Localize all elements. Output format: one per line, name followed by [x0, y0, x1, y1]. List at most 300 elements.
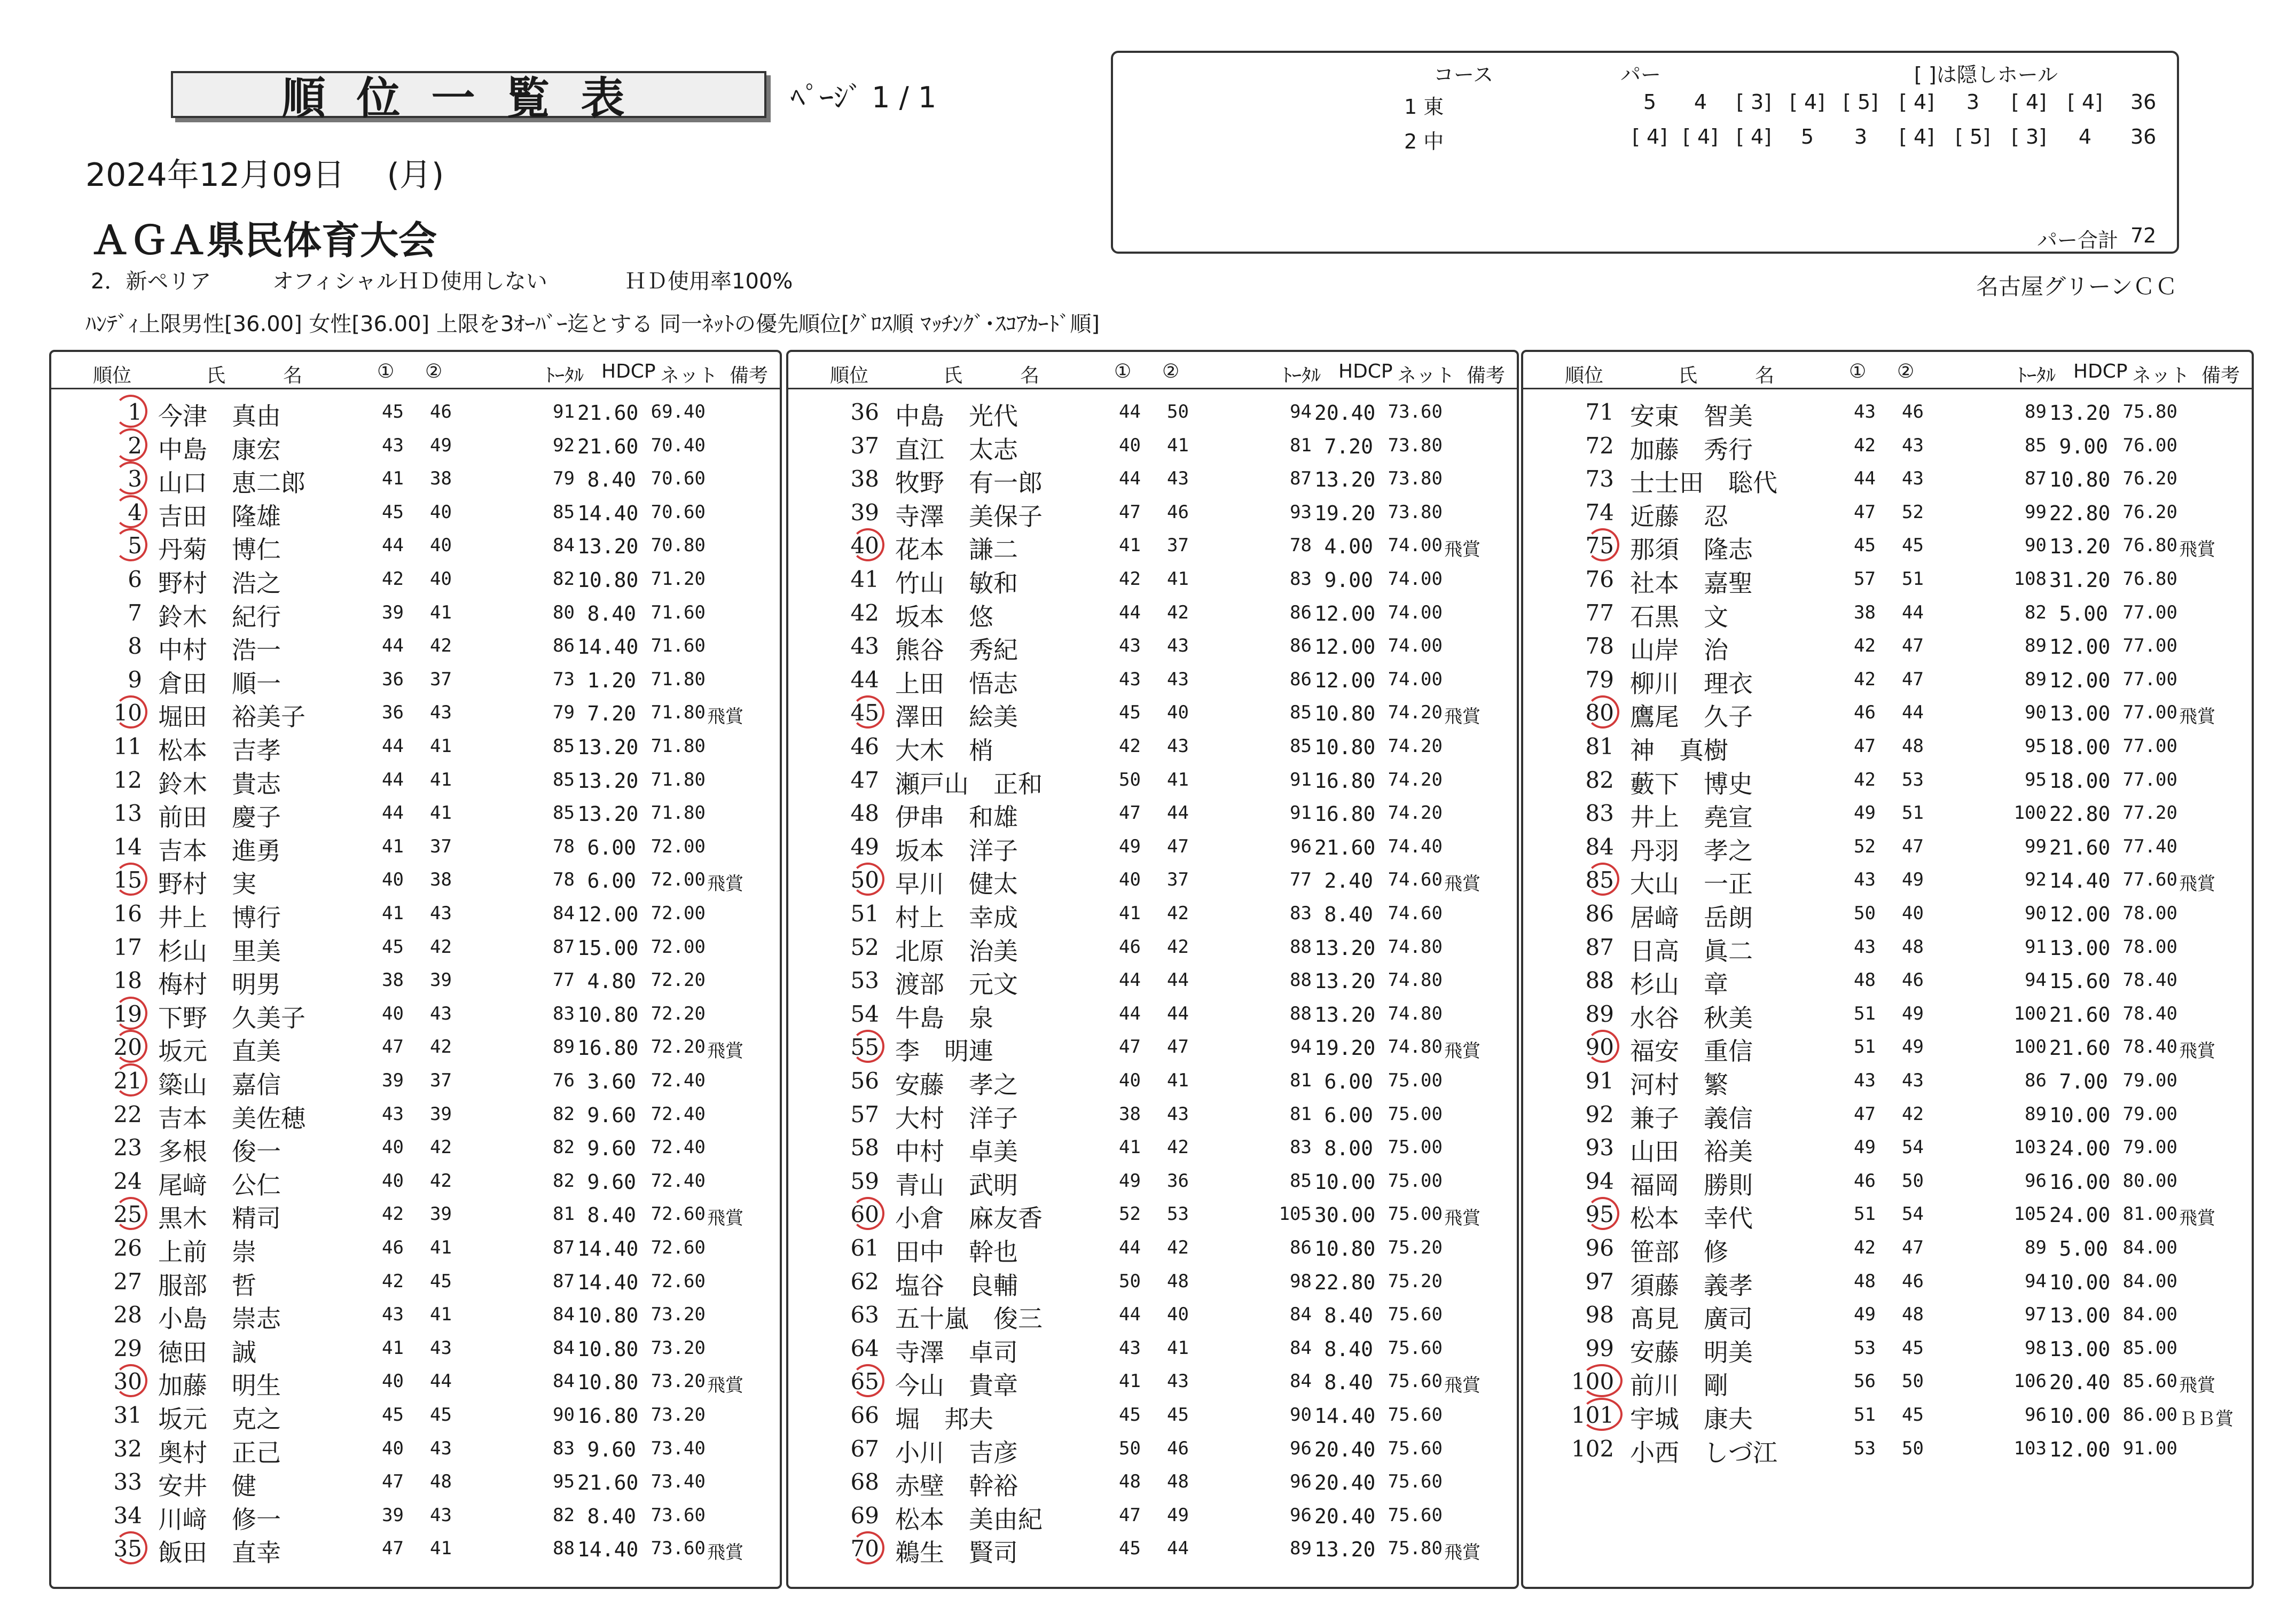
total-score: 82	[553, 1103, 575, 1125]
total-score: 77	[553, 969, 575, 991]
round2-score: 49	[1902, 1036, 1924, 1058]
round1-score: 43	[382, 434, 404, 456]
header-name: 氏 名	[943, 365, 1040, 387]
total-score: 92	[2025, 869, 2047, 891]
round1-score: 42	[1119, 735, 1141, 757]
round1-score: 51	[1854, 1036, 1876, 1058]
player-name: 加藤 明生	[158, 1371, 281, 1400]
round1-score: 57	[1854, 568, 1876, 590]
par-total: 72	[2130, 224, 2157, 247]
net-score: 75.00	[1388, 1070, 1443, 1091]
player-rank: 58	[850, 1134, 879, 1161]
rank-circle-mark	[114, 1063, 147, 1097]
player-row	[51, 1431, 780, 1465]
round1-score: 43	[1854, 1070, 1876, 1091]
player-row	[1523, 428, 2252, 464]
round2-score: 43	[1167, 635, 1189, 657]
player-name: 花本 謙二	[895, 535, 1018, 565]
round1-score: 48	[1854, 1270, 1876, 1292]
player-name: 今山 貴章	[895, 1371, 1018, 1400]
total-score: 91	[2025, 936, 2047, 958]
round2-score: 45	[1902, 1404, 1924, 1426]
round1-score: 41	[382, 468, 404, 490]
round1-score: 43	[382, 1103, 404, 1125]
player-name: 大村 洋子	[895, 1103, 1018, 1133]
player-name: 髙見 廣司	[1630, 1304, 1753, 1334]
event-date: 2024年12月09日 (月)	[85, 156, 444, 194]
round2-score: 41	[1167, 434, 1189, 456]
net-score: 72.20	[651, 1003, 706, 1024]
net-score: 69.40	[651, 401, 706, 422]
player-row	[788, 1164, 1517, 1200]
total-score: 84	[1290, 1337, 1312, 1359]
rank-circle-mark	[851, 863, 884, 896]
player-rank: 57	[850, 1101, 879, 1127]
player-rank: 77	[1585, 599, 1614, 626]
player-row	[788, 963, 1517, 999]
round1-score: 46	[1854, 1170, 1876, 1192]
round1-score: 47	[382, 1471, 404, 1493]
player-rank: 40	[850, 532, 879, 559]
header-total: ﾄｰﾀﾙ	[545, 365, 584, 387]
header-net: ネット	[1397, 365, 1455, 387]
net-score: 71.80	[651, 735, 706, 757]
total-score: 98	[2025, 1337, 2047, 1359]
hdcp-value: 8.40	[587, 1203, 636, 1227]
player-row	[788, 997, 1517, 1030]
hole-par: [ 3]	[2011, 125, 2047, 148]
ranking-panel-1	[49, 350, 782, 1589]
round1-score: 45	[1854, 535, 1876, 557]
player-row	[788, 829, 1517, 863]
net-score: 71.20	[651, 568, 706, 590]
total-score: 81	[1290, 434, 1312, 456]
hole-par: 4	[2078, 125, 2092, 148]
round1-score: 50	[1854, 903, 1876, 924]
round1-score: 51	[1854, 1203, 1876, 1225]
rank-circle-mark	[851, 695, 884, 729]
player-row	[51, 896, 780, 932]
round1-score: 36	[382, 702, 404, 724]
total-score: 99	[2025, 835, 2047, 857]
player-rank: 21	[113, 1068, 142, 1094]
round1-score: 50	[1119, 1437, 1141, 1459]
player-row	[788, 1297, 1517, 1334]
net-score: 72.60	[651, 1237, 706, 1258]
total-score: 95	[2025, 735, 2047, 757]
net-score: 72.00	[651, 903, 706, 924]
player-name: 倉田 順一	[158, 669, 281, 698]
player-rank: 84	[1585, 833, 1614, 860]
round1-score: 49	[1854, 1304, 1876, 1326]
hdcp-value: 14.40	[577, 635, 639, 659]
total-score: 96	[1290, 1437, 1312, 1459]
rank-circle-mark	[114, 428, 147, 461]
total-score: 82	[553, 1170, 575, 1192]
round2-score: 45	[1902, 535, 1924, 557]
player-rank: 97	[1585, 1268, 1614, 1295]
player-row	[788, 662, 1517, 698]
hdcp-value: 9.00	[2059, 434, 2108, 458]
net-score: 74.60	[1388, 869, 1443, 891]
player-rank: 31	[113, 1402, 142, 1428]
player-rank: 9	[128, 666, 142, 693]
header-rank: 順位	[830, 365, 869, 387]
player-name: 中村 卓美	[895, 1137, 1018, 1166]
round2-score: 39	[430, 1203, 452, 1225]
player-row	[1523, 863, 2252, 899]
player-name: 村上 幸成	[895, 903, 1018, 932]
round2-score: 42	[1167, 903, 1189, 924]
player-row	[1523, 461, 2252, 498]
player-rank: 68	[850, 1469, 879, 1495]
player-name: 松本 幸代	[1630, 1204, 1753, 1233]
total-score: 82	[2025, 601, 2047, 623]
round2-score: 46	[1167, 1437, 1189, 1459]
header-total: ﾄｰﾀﾙ	[2017, 365, 2056, 387]
total-score: 100	[2013, 1036, 2047, 1058]
round1-score: 47	[1854, 735, 1876, 757]
player-row	[788, 562, 1517, 598]
player-rank: 88	[1585, 967, 1614, 994]
player-row	[51, 495, 780, 531]
player-rank: 50	[850, 867, 879, 894]
hdcp-value: 8.40	[1324, 903, 1373, 926]
round2-score: 53	[1902, 769, 1924, 790]
round2-score: 46	[430, 401, 452, 422]
player-row	[51, 1130, 780, 1166]
hdcp-value: 13.20	[577, 735, 639, 759]
award-note: 飛賞	[1444, 706, 1480, 728]
player-row	[788, 1063, 1517, 1097]
player-name: 吉田 隆雄	[158, 502, 281, 531]
player-row	[51, 1364, 780, 1400]
total-score: 78	[553, 869, 575, 891]
page-number: ﾍﾟｰｼﾞ 1 / 1	[790, 81, 937, 114]
player-rank: 39	[850, 499, 879, 526]
round2-score: 43	[430, 1003, 452, 1024]
round2-score: 47	[1902, 635, 1924, 657]
player-row	[51, 1398, 780, 1434]
award-note: 飛賞	[707, 706, 743, 728]
award-note: 飛賞	[1444, 1040, 1480, 1062]
player-rank: 83	[1585, 800, 1614, 827]
player-name: 那須 隆志	[1630, 535, 1753, 565]
player-name: 丹菊 博仁	[158, 535, 281, 565]
player-rank: 5	[128, 532, 142, 559]
round2-score: 42	[1167, 601, 1189, 623]
player-name: 安藤 孝之	[895, 1070, 1018, 1099]
hdcp-value: 10.80	[577, 1003, 639, 1027]
hdcp-value: 13.20	[1314, 969, 1376, 993]
total-score: 76	[553, 1070, 575, 1091]
total-score: 79	[553, 468, 575, 490]
net-score: 74.60	[1388, 903, 1443, 924]
total-score: 89	[2025, 1103, 2047, 1125]
player-rank: 54	[850, 1000, 879, 1027]
total-score: 105	[1279, 1203, 1312, 1225]
player-name: 坂元 直美	[158, 1037, 281, 1066]
round2-score: 43	[430, 1504, 452, 1526]
total-score: 89	[2025, 1237, 2047, 1258]
player-row	[1523, 1264, 2252, 1300]
player-name: 井上 堯宣	[1630, 803, 1753, 832]
player-name: 居﨑 岳朗	[1630, 903, 1753, 932]
hdcp-value: 21.60	[577, 401, 639, 425]
rank-circle-mark	[1586, 528, 1619, 561]
player-name: 塩谷 良輔	[895, 1271, 1018, 1300]
net-score: 74.00	[1388, 635, 1443, 657]
net-score: 74.00	[1388, 535, 1443, 557]
player-row	[788, 1030, 1517, 1066]
hdcp-value: 13.20	[1314, 1538, 1376, 1562]
total-score: 83	[1290, 903, 1312, 924]
round2-score: 41	[1167, 1337, 1189, 1359]
hdcp-value: 3.60	[587, 1070, 636, 1093]
header-hdcp: HDCP	[601, 361, 656, 382]
net-score: 78.40	[2122, 969, 2177, 991]
round1-score: 47	[1119, 802, 1141, 824]
player-name: 澤田 絵美	[895, 702, 1018, 732]
hidden-hole-note: [ ]は隠しホール	[1914, 63, 2058, 87]
player-row	[788, 1264, 1517, 1300]
player-rank: 85	[1585, 867, 1614, 894]
rank-circle-mark	[114, 495, 147, 528]
award-note: 飛賞	[1444, 1375, 1480, 1397]
hdcp-value: 21.60	[1314, 835, 1376, 859]
round1-score: 42	[382, 1270, 404, 1292]
player-name: 加藤 秀行	[1630, 435, 1753, 464]
player-rank: 71	[1585, 399, 1614, 425]
player-name: 杉山 里美	[158, 936, 281, 966]
hole-par: [ 4]	[1899, 125, 1934, 148]
hdcp-value: 8.40	[1324, 1371, 1373, 1395]
player-name: 瀬戸山 正和	[895, 769, 1043, 798]
player-row	[51, 662, 780, 698]
player-name: 安井 健	[158, 1471, 256, 1501]
net-score: 75.00	[1388, 1203, 1443, 1225]
player-rank: 66	[850, 1402, 879, 1428]
total-score: 96	[2025, 1170, 2047, 1192]
player-row	[51, 596, 780, 629]
venue-name: 名古屋グリーンＣＣ	[1976, 273, 2178, 300]
net-score: 74.20	[1388, 735, 1443, 757]
player-row	[788, 695, 1517, 732]
total-score: 81	[1290, 1103, 1312, 1125]
net-score: 71.60	[651, 635, 706, 657]
player-row	[788, 896, 1517, 932]
player-name: 上前 崇	[158, 1238, 256, 1266]
net-score: 77.60	[2122, 869, 2177, 891]
award-note: 飛賞	[707, 1542, 743, 1564]
hdcp-value: 9.60	[587, 1170, 636, 1194]
round1-score: 47	[1119, 1036, 1141, 1058]
course-east-name: 1 東	[1404, 95, 1444, 119]
player-row	[1523, 1398, 2252, 1434]
round1-score: 45	[382, 401, 404, 422]
round2-score: 42	[430, 635, 452, 657]
hdcp-value: 10.00	[2049, 1404, 2111, 1428]
round2-score: 39	[430, 969, 452, 991]
player-rank: 100	[1571, 1368, 1615, 1395]
player-name: 中島 康宏	[158, 435, 281, 464]
round1-score: 42	[1854, 434, 1876, 456]
hdcp-value: 16.00	[2049, 1170, 2111, 1194]
total-score: 77	[1290, 869, 1312, 891]
hdcp-value: 6.00	[1324, 1070, 1373, 1093]
net-score: 72.00	[651, 869, 706, 891]
total-score: 89	[2025, 635, 2047, 657]
award-note: 飛賞	[707, 1208, 743, 1230]
player-row	[1523, 930, 2252, 966]
player-rank: 44	[850, 666, 879, 693]
player-row	[51, 930, 780, 966]
net-score: 74.00	[1388, 601, 1443, 623]
total-score: 92	[553, 434, 575, 456]
scoring-options	[91, 264, 793, 295]
player-rank: 73	[1585, 466, 1614, 492]
player-name: 李 明連	[895, 1037, 993, 1066]
player-row	[51, 729, 780, 765]
round1-score: 44	[382, 535, 404, 557]
total-score: 100	[2013, 802, 2047, 824]
hdcp-value: 20.40	[1314, 401, 1376, 425]
hdcp-value: 13.20	[1314, 1003, 1376, 1027]
round1-score: 51	[1854, 1003, 1876, 1024]
round2-score: 42	[430, 1170, 452, 1192]
hdcp-value: 21.60	[577, 434, 639, 458]
total-score: 88	[1290, 936, 1312, 958]
total-score: 84	[553, 1304, 575, 1326]
net-score: 75.60	[1388, 1337, 1443, 1359]
round1-score: 44	[382, 802, 404, 824]
hdcp-value: 13.20	[1314, 936, 1376, 960]
player-rank: 94	[1585, 1168, 1614, 1194]
total-score: 87	[553, 1237, 575, 1258]
round1-score: 45	[382, 1404, 404, 1426]
player-name: 多根 俊一	[158, 1137, 281, 1166]
rank-circle-mark	[114, 1197, 147, 1230]
net-score: 73.20	[651, 1337, 706, 1359]
round1-score: 46	[1854, 702, 1876, 724]
net-score: 76.20	[2122, 501, 2177, 523]
player-name: 坂元 克之	[158, 1405, 281, 1434]
player-row	[788, 495, 1517, 531]
player-row	[1523, 1063, 2252, 1097]
hole-par: 4	[1694, 90, 1707, 114]
player-rank: 55	[850, 1034, 879, 1061]
net-score: 76.80	[2122, 568, 2177, 590]
player-row	[1523, 528, 2252, 565]
player-row	[788, 1398, 1517, 1434]
hdcp-value: 6.00	[1324, 1103, 1373, 1127]
round1-score: 39	[382, 1504, 404, 1526]
net-score: 72.60	[651, 1270, 706, 1292]
player-row	[51, 1297, 780, 1334]
round1-score: 40	[382, 1170, 404, 1192]
round2-score: 50	[1902, 1437, 1924, 1459]
round2-score: 44	[1167, 802, 1189, 824]
award-note: 飛賞	[2179, 1375, 2215, 1397]
hdcp-value: 7.20	[587, 702, 636, 726]
player-name: 竹山 敏和	[895, 569, 1018, 598]
player-rank: 16	[113, 900, 142, 927]
total-score: 89	[1290, 1538, 1312, 1560]
header-total: ﾄｰﾀﾙ	[1282, 365, 1321, 387]
round2-score: 43	[1167, 1103, 1189, 1125]
player-row	[788, 395, 1517, 428]
award-note: 飛賞	[1444, 1542, 1480, 1564]
round1-score: 45	[1119, 702, 1141, 724]
round2-score: 40	[1902, 903, 1924, 924]
player-rank: 61	[850, 1235, 879, 1261]
player-row	[51, 1197, 780, 1233]
net-score: 73.40	[651, 1437, 706, 1459]
round2-score: 45	[430, 1404, 452, 1426]
player-rank: 18	[113, 967, 142, 994]
award-note: 飛賞	[2179, 539, 2215, 561]
hole-par: 5	[1800, 125, 1814, 148]
player-rank: 69	[850, 1502, 879, 1529]
player-rank: 23	[113, 1134, 142, 1161]
player-name: 梅村 明男	[158, 970, 281, 999]
rank-circle-mark	[114, 997, 147, 1030]
award-note: 飛賞	[2179, 1208, 2215, 1230]
player-name: 堀 邦夫	[895, 1405, 993, 1434]
round2-score: 41	[1167, 1070, 1189, 1091]
player-rank: 27	[113, 1268, 142, 1295]
player-rank: 35	[113, 1536, 142, 1562]
header-net: ネット	[660, 365, 718, 387]
option-official-hd: オフィシャルＨＤ使用しない	[272, 269, 547, 294]
player-rank: 89	[1585, 1000, 1614, 1027]
ranking-panel-3	[1521, 350, 2254, 1589]
net-score: 74.80	[1388, 969, 1443, 991]
hdcp-value: 6.00	[587, 869, 636, 893]
player-row	[788, 428, 1517, 464]
net-score: 72.40	[651, 1137, 706, 1158]
round2-score: 40	[1167, 702, 1189, 724]
player-name: 須藤 義孝	[1630, 1271, 1753, 1300]
round1-score: 42	[1854, 769, 1876, 790]
net-score: 91.00	[2122, 1437, 2177, 1459]
page-title: 順位一覧表	[171, 71, 766, 118]
hdcp-value: 13.20	[577, 769, 639, 793]
hole-par: [ 4]	[1632, 125, 1667, 148]
hdcp-value: 19.20	[1314, 501, 1376, 525]
option-peria: 2．新ペリア	[91, 269, 211, 294]
total-score: 90	[1290, 1404, 1312, 1426]
player-name: 藪下 博史	[1630, 769, 1753, 798]
net-score: 73.60	[651, 1504, 706, 1526]
award-note: ＢＢ賞	[2179, 1408, 2234, 1430]
round2-score: 48	[1902, 936, 1924, 958]
player-row	[1523, 963, 2252, 999]
player-row	[1523, 1331, 2252, 1367]
column-header	[51, 352, 780, 389]
net-score: 70.40	[651, 434, 706, 456]
round1-score: 41	[1119, 535, 1141, 557]
player-rank: 102	[1571, 1435, 1615, 1462]
net-score: 77.00	[2122, 735, 2177, 757]
course-mid-name: 2 中	[1404, 130, 1444, 153]
player-rank: 42	[850, 599, 879, 626]
round2-score: 43	[1167, 468, 1189, 490]
total-score: 86	[1290, 635, 1312, 657]
player-name: 青山 武明	[895, 1170, 1018, 1200]
net-score: 77.00	[2122, 668, 2177, 690]
net-score: 72.40	[651, 1170, 706, 1192]
